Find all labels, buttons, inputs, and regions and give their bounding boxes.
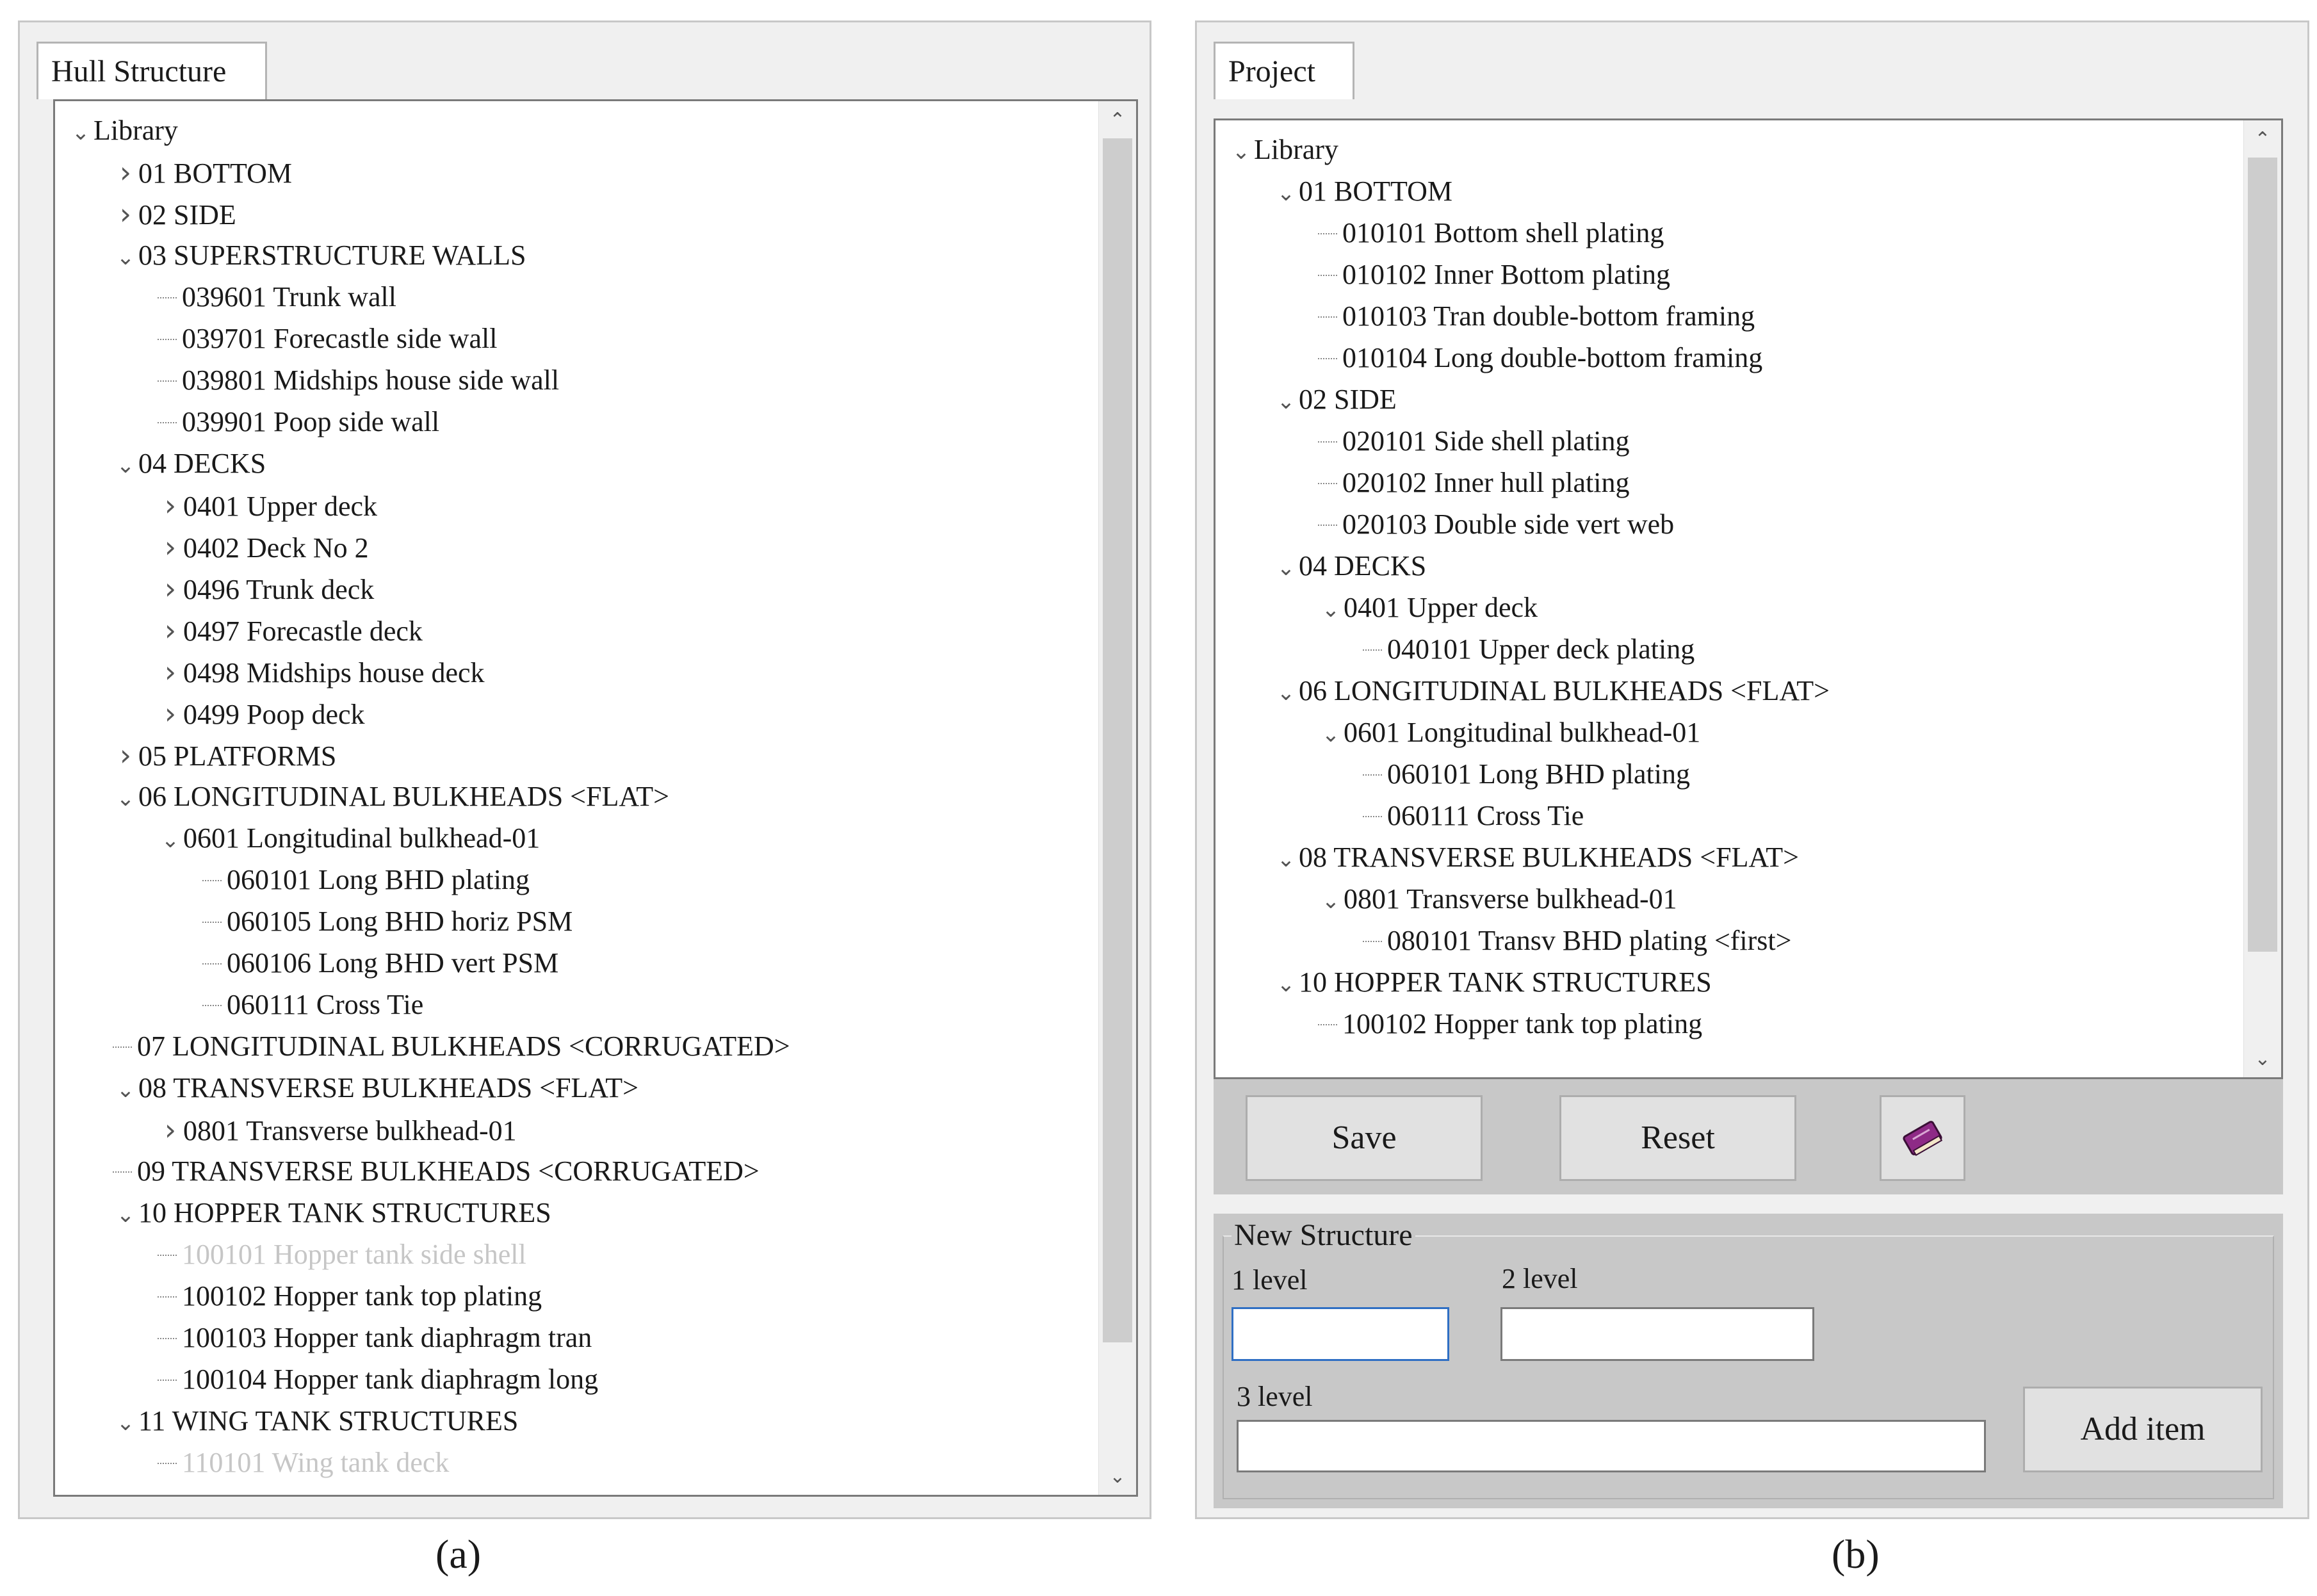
tree-item-label: 039601 Trunk wall: [182, 281, 396, 313]
expanded-chevron-icon[interactable]: ⌄: [1276, 181, 1296, 206]
tree-connector: [1318, 214, 1337, 234]
tree-item-label: 0402 Deck No 2: [183, 532, 369, 564]
action-bar: [1214, 1079, 2283, 1194]
tree-item[interactable]: [202, 944, 558, 982]
book-icon: [1882, 1097, 1963, 1179]
expanded-chevron-icon[interactable]: ⌄: [1276, 847, 1296, 872]
tree-item[interactable]: [158, 320, 497, 358]
tree-item[interactable]: [1318, 1005, 1702, 1043]
tree-item-label: 09 TRANSVERSE BULKHEADS <CORRUGATED>: [137, 1155, 760, 1187]
tree-item[interactable]: [1228, 131, 1338, 169]
tree-item-label: 0499 Poop deck: [183, 699, 365, 730]
tree-item-label: 02 SIDE: [1299, 384, 1397, 415]
tree-item-label: 100103 Hopper tank diaphragm tran: [182, 1322, 592, 1353]
tree-connector: [113, 1152, 132, 1173]
tree-item-label: 080101 Transv BHD plating <first>: [1387, 925, 1792, 956]
scrollbar-thumb[interactable]: [2248, 158, 2277, 952]
tree-item-label: 0601 Longitudinal bulkhead-01: [1344, 717, 1701, 748]
tree-item[interactable]: [113, 736, 336, 774]
tree-item[interactable]: [1363, 922, 1791, 960]
tree-item-label: 06 LONGITUDINAL BULKHEADS <FLAT>: [1299, 675, 1830, 706]
tree-item[interactable]: [1318, 256, 1670, 294]
tree-item[interactable]: [113, 236, 526, 275]
expanded-chevron-icon[interactable]: ⌄: [116, 1202, 135, 1228]
scroll-down-icon[interactable]: ⌄: [1109, 1465, 1126, 1488]
expanded-chevron-icon[interactable]: ⌄: [161, 827, 180, 853]
tree-item-label: 07 LONGITUDINAL BULKHEADS <CORRUGATED>: [137, 1030, 790, 1062]
expanded-chevron-icon[interactable]: ⌄: [1232, 139, 1251, 165]
tree-item[interactable]: [158, 653, 485, 691]
tree-item[interactable]: [158, 611, 423, 649]
tree-item[interactable]: [158, 1235, 526, 1274]
collapsed-chevron-icon[interactable]: ›: [119, 155, 132, 190]
tree-item[interactable]: [1318, 880, 1677, 918]
tree-connector: [202, 861, 222, 881]
tree-item[interactable]: [158, 403, 439, 441]
tree-item[interactable]: [158, 569, 374, 608]
vertical-scrollbar[interactable]: [1098, 101, 1136, 1495]
collapsed-chevron-icon[interactable]: ›: [164, 696, 177, 731]
tree-item[interactable]: [1318, 422, 1630, 460]
level3-input[interactable]: [1237, 1420, 1986, 1472]
tree-item[interactable]: [158, 694, 365, 733]
tree-item-label: 010103 Tran double-bottom framing: [1342, 300, 1755, 332]
tree-item[interactable]: [113, 444, 266, 483]
tree-connector: [1363, 755, 1382, 776]
tree-item-label: 010102 Inner Bottom plating: [1342, 259, 1671, 290]
tree-connector: [1318, 464, 1337, 484]
tree-connector: [202, 944, 222, 965]
tree-item[interactable]: [158, 1319, 592, 1357]
tree-item-label: 08 TRANSVERSE BULKHEADS <FLAT>: [1299, 842, 1799, 873]
tree-item-label: 100102 Hopper tank top plating: [182, 1280, 542, 1312]
tab-project[interactable]: Project: [1214, 42, 1354, 99]
tree-item-label: 110101 Wing tank deck: [182, 1447, 450, 1478]
tree-item-label: 01 BOTTOM: [138, 158, 292, 189]
tree-connector: [1363, 922, 1382, 942]
tree-item-label: Library: [1254, 134, 1338, 165]
tree-item-label: 0601 Longitudinal bulkhead-01: [183, 822, 541, 854]
tree-item-label: 06 LONGITUDINAL BULKHEADS <FLAT>: [138, 781, 669, 812]
tree-item[interactable]: [1318, 589, 1538, 627]
tree-item-label: 0401 Upper deck: [1344, 592, 1538, 623]
tree-item-label: 039701 Forecastle side wall: [182, 323, 498, 354]
collapsed-chevron-icon[interactable]: ›: [164, 655, 177, 689]
tree-item-label: 04 DECKS: [138, 448, 266, 479]
tree-connector: [1318, 422, 1337, 443]
caption-b: (b): [1832, 1531, 1880, 1577]
tree-item-label: 08 TRANSVERSE BULKHEADS <FLAT>: [138, 1072, 638, 1103]
collapsed-chevron-icon[interactable]: ›: [164, 488, 177, 523]
tree-connector: [202, 902, 222, 923]
scroll-down-icon[interactable]: ⌄: [2254, 1047, 2271, 1070]
tree-connector: [1318, 505, 1337, 526]
tree-connector: [1318, 1005, 1337, 1025]
collapsed-chevron-icon[interactable]: ›: [164, 1112, 177, 1147]
expanded-chevron-icon[interactable]: ⌄: [1276, 555, 1296, 581]
tree-connector: [158, 320, 177, 340]
tree-item[interactable]: [158, 1277, 542, 1315]
tree-connector: [158, 1235, 177, 1256]
tree-connector: [158, 1360, 177, 1381]
tree-connector: [113, 1027, 132, 1048]
reset-button[interactable]: Reset: [1559, 1095, 1796, 1181]
tree-item[interactable]: [1273, 547, 1426, 585]
scroll-up-icon[interactable]: ⌃: [1109, 108, 1126, 131]
tree-item-label: 05 PLATFORMS: [138, 740, 337, 772]
tree-item-label: 0496 Trunk deck: [183, 574, 375, 605]
tree-item[interactable]: [1363, 755, 1690, 794]
project-panel: [1195, 20, 2309, 1519]
tree-connector: [158, 1277, 177, 1298]
collapsed-chevron-icon[interactable]: ›: [119, 738, 132, 772]
tree-item[interactable]: [113, 153, 292, 191]
level2-input[interactable]: [1500, 1307, 1814, 1361]
scroll-up-icon[interactable]: ⌃: [2254, 127, 2271, 151]
tree-item[interactable]: [1273, 838, 1799, 877]
tree-item-label: Library: [93, 115, 178, 146]
tree-item-label: 100104 Hopper tank diaphragm long: [182, 1364, 599, 1395]
tree-item-label: 020101 Side shell plating: [1342, 425, 1630, 457]
tree-item[interactable]: [158, 278, 396, 316]
hull-structure-tree: [53, 99, 1138, 1497]
expanded-chevron-icon[interactable]: ⌄: [116, 786, 135, 811]
level1-label: 1 level: [1232, 1264, 1308, 1296]
level1-input[interactable]: [1232, 1307, 1449, 1361]
expanded-chevron-icon[interactable]: ⌄: [116, 1410, 135, 1436]
tree-connector: [1318, 256, 1337, 276]
collapsed-chevron-icon[interactable]: ›: [119, 197, 132, 231]
expanded-chevron-icon[interactable]: ⌄: [1276, 389, 1296, 414]
tree-item-label: 060106 Long BHD vert PSM: [227, 947, 559, 979]
tree-item[interactable]: [1318, 505, 1674, 544]
hull-structure-panel: [18, 20, 1151, 1519]
level2-label: 2 level: [1502, 1263, 1578, 1294]
tree-item[interactable]: [1318, 214, 1664, 252]
tree-item[interactable]: [202, 902, 573, 941]
tree-connector: [158, 403, 177, 423]
expanded-chevron-icon[interactable]: ⌄: [1321, 722, 1340, 747]
expanded-chevron-icon[interactable]: ⌄: [71, 120, 90, 145]
tree-connector: [158, 361, 177, 382]
tree-item-label: 10 HOPPER TANK STRUCTURES: [138, 1197, 551, 1228]
tree-item-label: 039801 Midships house side wall: [182, 364, 560, 396]
project-tree: [1214, 118, 2283, 1079]
collapsed-chevron-icon[interactable]: ›: [164, 571, 177, 606]
tree-item-label: 03 SUPERSTRUCTURE WALLS: [138, 240, 526, 271]
new-structure-group: [1214, 1214, 2283, 1508]
tree-item[interactable]: [1318, 464, 1630, 502]
collapsed-chevron-icon[interactable]: ›: [164, 530, 177, 564]
tree-item-label: 10 HOPPER TANK STRUCTURES: [1299, 966, 1712, 998]
tree-item[interactable]: [202, 861, 530, 899]
tree-item[interactable]: [158, 361, 559, 400]
tree-connector: [1363, 630, 1382, 651]
tree-item[interactable]: [1273, 963, 1712, 1002]
tree-connector: [1318, 339, 1337, 359]
tree-item[interactable]: [1318, 713, 1700, 752]
book-button[interactable]: [1880, 1095, 1965, 1181]
tree-item[interactable]: [113, 1152, 760, 1191]
tree-item-label: 01 BOTTOM: [1299, 175, 1452, 207]
tree-connector: [1318, 297, 1337, 318]
tree-item[interactable]: [1318, 339, 1762, 377]
tree-item-label: 04 DECKS: [1299, 550, 1427, 582]
tree-item-label: 0801 Transverse bulkhead-01: [1344, 883, 1677, 915]
tree-item-label: 0497 Forecastle deck: [183, 615, 423, 647]
tree-connector: [202, 986, 222, 1006]
tree-item-label: 010104 Long double-bottom framing: [1342, 342, 1763, 373]
tree-item-label: 0498 Midships house deck: [183, 657, 485, 688]
level3-label: 3 level: [1237, 1381, 1313, 1412]
tree-item[interactable]: [158, 819, 540, 858]
tree-item[interactable]: [1363, 797, 1584, 835]
expanded-chevron-icon[interactable]: ⌄: [1321, 888, 1340, 914]
tree-item-label: 060101 Long BHD plating: [1387, 758, 1690, 790]
tree-item-label: 039901 Poop side wall: [182, 406, 440, 437]
tree-item[interactable]: [202, 986, 423, 1024]
tree-item[interactable]: [113, 1402, 518, 1440]
tree-item[interactable]: [158, 1360, 598, 1399]
scrollbar-thumb[interactable]: [1103, 138, 1132, 1342]
tree-item[interactable]: [68, 111, 178, 150]
expanded-chevron-icon[interactable]: ⌄: [1276, 972, 1296, 997]
tree-item-label: 060111 Cross Tie: [227, 989, 424, 1020]
group-title: New Structure: [1232, 1217, 1415, 1253]
tree-item[interactable]: [1363, 630, 1695, 669]
expanded-chevron-icon[interactable]: ⌄: [1321, 597, 1340, 623]
tree-connector: [158, 1319, 177, 1339]
expanded-chevron-icon[interactable]: ⌄: [116, 1077, 135, 1103]
expanded-chevron-icon[interactable]: ⌄: [1276, 680, 1296, 706]
tree-item[interactable]: [1273, 172, 1452, 211]
tree-item-label: 020103 Double side vert web: [1342, 509, 1675, 540]
tree-item-label: 100101 Hopper tank side shell: [182, 1239, 526, 1270]
tree-item[interactable]: [113, 1194, 551, 1232]
save-button[interactable]: Save: [1246, 1095, 1483, 1181]
tree-item-label: 0401 Upper deck: [183, 491, 378, 522]
tree-item[interactable]: [1273, 380, 1397, 419]
tree-item[interactable]: [113, 778, 669, 816]
caption-a: (a): [435, 1531, 482, 1577]
collapsed-chevron-icon[interactable]: ›: [164, 613, 177, 647]
tab-hull-structure[interactable]: Hull Structure: [37, 42, 267, 99]
tree-connector: [1363, 797, 1382, 817]
tree-item[interactable]: [158, 1444, 449, 1482]
tree-item-label: 060111 Cross Tie: [1387, 800, 1584, 831]
tree-connector: [158, 1444, 177, 1464]
tree-item-label: 11 WING TANK STRUCTURES: [138, 1405, 519, 1437]
tree-view: [55, 101, 1099, 1495]
tree-item[interactable]: [1273, 672, 1830, 710]
tree-item-label: 020102 Inner hull plating: [1342, 467, 1630, 498]
tree-view: [1215, 120, 2244, 1077]
tree-item[interactable]: [158, 1111, 517, 1149]
tree-item-label: 100102 Hopper tank top plating: [1342, 1008, 1703, 1039]
tree-item-label: 02 SIDE: [138, 199, 236, 231]
tree-item-label: 0801 Transverse bulkhead-01: [183, 1115, 517, 1146]
tree-item[interactable]: [158, 486, 377, 525]
tree-item[interactable]: [113, 1027, 790, 1066]
tree-item-label: 010101 Bottom shell plating: [1342, 217, 1664, 248]
tree-item-label: 060105 Long BHD horiz PSM: [227, 906, 573, 937]
expanded-chevron-icon[interactable]: ⌄: [116, 245, 135, 270]
vertical-scrollbar[interactable]: [2243, 120, 2281, 1077]
expanded-chevron-icon[interactable]: ⌄: [116, 453, 135, 478]
tree-item[interactable]: [113, 195, 236, 233]
tree-item[interactable]: [113, 1069, 638, 1107]
add-item-button[interactable]: Add item: [2023, 1387, 2263, 1472]
tree-item-label: 060101 Long BHD plating: [227, 864, 530, 895]
tree-item[interactable]: [158, 528, 369, 566]
tree-item[interactable]: [1318, 297, 1755, 336]
tree-connector: [158, 278, 177, 298]
tree-item-label: 040101 Upper deck plating: [1387, 633, 1695, 665]
